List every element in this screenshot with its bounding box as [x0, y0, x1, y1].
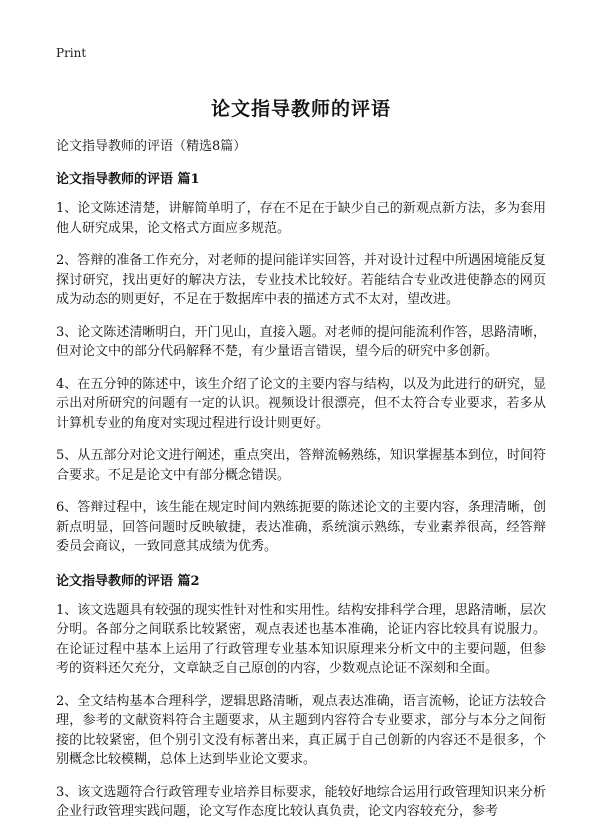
document-subtitle: 论文指导教师的评语（精选8篇）: [56, 139, 247, 154]
paragraph: 1、论文陈述清楚，讲解简单明了，存在不足在于缺少自己的新观点新方法，多为套用他人研究成果，论文格式方面应多规范。: [56, 201, 546, 236]
section-heading-2: 论文指导教师的评语 篇2: [56, 573, 200, 589]
paragraph: 3、该文选题符合行政管理专业培养目标要求，能较好地综合运用行政管理知识来分析企业行政管理实践问题，论文写作态度比较认真负责，论文内容较充分，参考: [56, 784, 546, 819]
paragraph: 6、答辩过程中，该生能在规定时间内熟练扼要的陈述论文的主要内容，条理清晰，创新点明显，回答问题时反映敏捷，表达准确，系统演示熟练，专业素养很高，经答辩委员会商议，一致同意其成绩为优秀。: [56, 500, 546, 554]
paragraph: 1、该文选题具有较强的现实性针对性和实用性。结构安排科学合理，思路清晰，层次分明。各部分之间联系比较紧密，观点表述也基本准确，论证内容比较具有说服力。在论证过程中基本上运用了行政管理专业基本知识原理来分析文中的主要问题，但参考的资料还欠充分，文章缺乏自己原创的内容，少数观点论证不深刻和全面。: [56, 602, 546, 676]
section-heading-1: 论文指导教师的评语 篇1: [56, 172, 200, 187]
print-link[interactable]: Print: [56, 46, 87, 60]
paragraph: 4、在五分钟的陈述中，该生介绍了论文的主要内容与结构，以及为此进行的研究，显示出对所研究的问题有一定的认识。视频设计很漂亮，但不太符合专业要求，若多从计算机专业的角度对实现过程进行设计则更好。: [56, 376, 546, 431]
paragraph: 2、答辩的准备工作充分，对老师的提问能详实回答，并对设计过程中所遇困境能反复探讨研究，找出更好的解决方法，专业技术比较好。若能结合专业改进使静态的网页成为动态的则更好，不足在于数据库中表的描述方式不太对，望改进。: [56, 253, 546, 307]
paragraph: 3、论文陈述清晰明白，开门见山，直接入题。对老师的提问能流利作答，思路清晰，但对论文中的部分代码解释不楚，有少量语言错误，望今后的研究中多创新。: [56, 324, 546, 359]
document-title: 论文指导教师的评语: [210, 98, 391, 120]
paragraph: 5、从五部分对论文进行阐述，重点突出，答辩流畅熟练，知识掌握基本到位，时间符合要求。不足是论文中有部分概念错误。: [56, 448, 546, 483]
paragraph: 2、全文结构基本合理科学，逻辑思路清晰，观点表达准确，语言流畅，论证方法较合理，参考的文献资料符合主题要求，从主题到内容符合专业要求，部分与本分之间衔接的比较紧密，但个别引文没有标著出来，真正属于自己创新的内容还不是很多，个别概念比较模糊，总体上达到毕业论文要求。: [56, 693, 546, 767]
